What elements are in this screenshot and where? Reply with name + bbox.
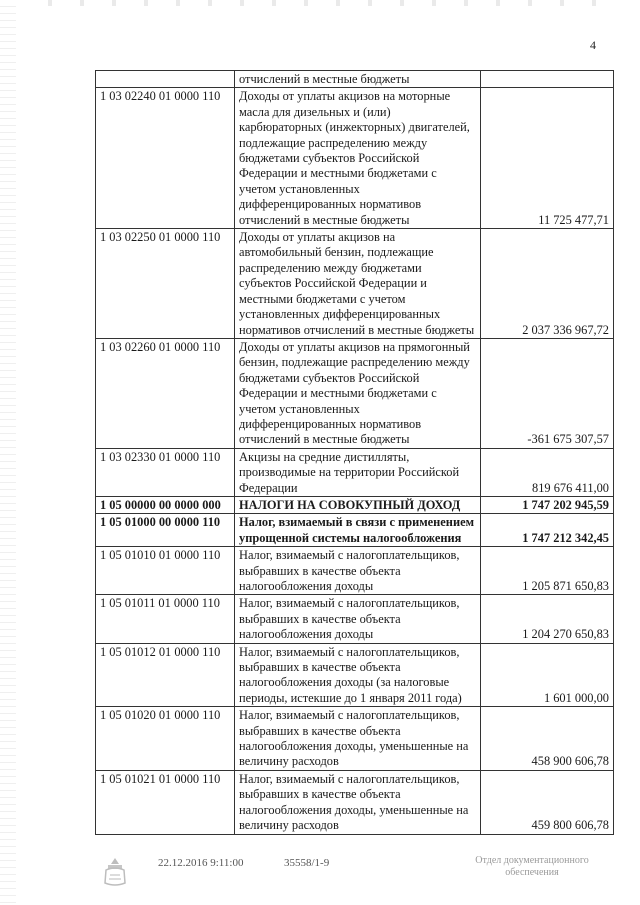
income-description: Доходы от уплаты акцизов на прямогонный бензин, подлежащие распределению между бюджетами субъектов Российской Федерации и местными бюджетами с учетом установленных дифференцированных нормативов отчислений в местные бюджеты [235,338,481,448]
table-row [96,595,614,643]
table-row [96,547,614,595]
income-description: Налог, взимаемый с налогоплательщиков, выбравших в качестве объекта налогообложения доходы [235,547,481,595]
amount: 1 204 270 650,83 [481,595,614,643]
amount: 819 676 411,00 [481,448,614,496]
table-row [96,448,614,496]
income-description: Акцизы на средние дистилляты, производимые на территории Российской Федерации [235,448,481,496]
amount: 458 900 606,78 [481,707,614,771]
budget-code: 1 05 01012 01 0000 110 [96,643,235,707]
table-row [96,71,614,88]
scan-top-edge [20,0,620,6]
table-row [96,88,614,229]
budget-code: 1 03 02250 01 0000 110 [96,229,235,339]
table-row [96,514,614,547]
table-row [96,770,614,834]
income-description: Налог, взимаемый с налогоплательщиков, выбравших в качестве объекта налогообложения доходы, уменьшенные на величину расходов [235,770,481,834]
seal-stamp-icon [98,855,132,889]
department-watermark [452,855,612,879]
income-description: Налог, взимаемый с налогоплательщиков, выбравших в качестве объекта налогообложения доходы [235,595,481,643]
budget-code: 1 03 02260 01 0000 110 [96,338,235,448]
amount: 1 601 000,00 [481,643,614,707]
income-description: Налог, взимаемый с налогоплательщиков, выбравших в качестве объекта налогообложения доходы (за налоговые периоды, истекшие до 1 января 2011 года) [235,643,481,707]
budget-code: 1 03 02240 01 0000 110 [96,88,235,229]
amount: 2 037 336 967,72 [481,229,614,339]
amount: 1 205 871 650,83 [481,547,614,595]
budget-revenue-table [95,70,614,835]
amount: 11 725 477,71 [481,88,614,229]
department-line-2: обеспечения [505,867,559,878]
document-footer [0,855,640,895]
amount: 459 800 606,78 [481,770,614,834]
amount: 1 747 212 342,45 [481,514,614,547]
table-row [96,229,614,339]
budget-code: 1 05 00000 00 0000 000 [96,496,235,513]
scan-left-edge [0,0,16,905]
budget-code: 1 05 01020 01 0000 110 [96,707,235,771]
table-row [96,338,614,448]
amount: -361 675 307,57 [481,338,614,448]
budget-code: 1 05 01021 01 0000 110 [96,770,235,834]
income-description: Доходы от уплаты акцизов на моторные масла для дизельных и (или) карбюраторных (инжекторных) двигателей, подлежащие распределению между бюджетами субъектов Российской Федерации и местными бюджетами с учетом установленных дифференцированных нормативов отчислений в местные бюджеты [235,88,481,229]
page-number: 4 [590,38,596,52]
budget-code: 1 03 02330 01 0000 110 [96,448,235,496]
table-row [96,496,614,513]
print-timestamp: 22.12.2016 9:11:00 [158,857,244,869]
amount: 1 747 202 945,59 [481,496,614,513]
document-number: 35558/1-9 [284,857,330,869]
budget-code: 1 05 01000 00 0000 110 [96,514,235,547]
budget-code: 1 05 01011 01 0000 110 [96,595,235,643]
budget-code: 1 05 01010 01 0000 110 [96,547,235,595]
amount [481,71,614,88]
income-description: отчислений в местные бюджеты [235,71,481,88]
income-description: Доходы от уплаты акцизов на автомобильный бензин, подлежащие распределению между бюджетами субъектов Российской Федерации и местными бюджетами с учетом установленных дифференцированных нормативов отчислений в местные бюджеты [235,229,481,339]
department-line-1: Отдел документационного [475,855,589,866]
table-row [96,707,614,771]
income-description: Налог, взимаемый с налогоплательщиков, выбравших в качестве объекта налогообложения доходы, уменьшенные на величину расходов [235,707,481,771]
income-description: Налог, взимаемый в связи с применением упрощенной системы налогообложения [235,514,481,547]
budget-code [96,71,235,88]
income-description: НАЛОГИ НА СОВОКУПНЫЙ ДОХОД [235,496,481,513]
table-row [96,643,614,707]
